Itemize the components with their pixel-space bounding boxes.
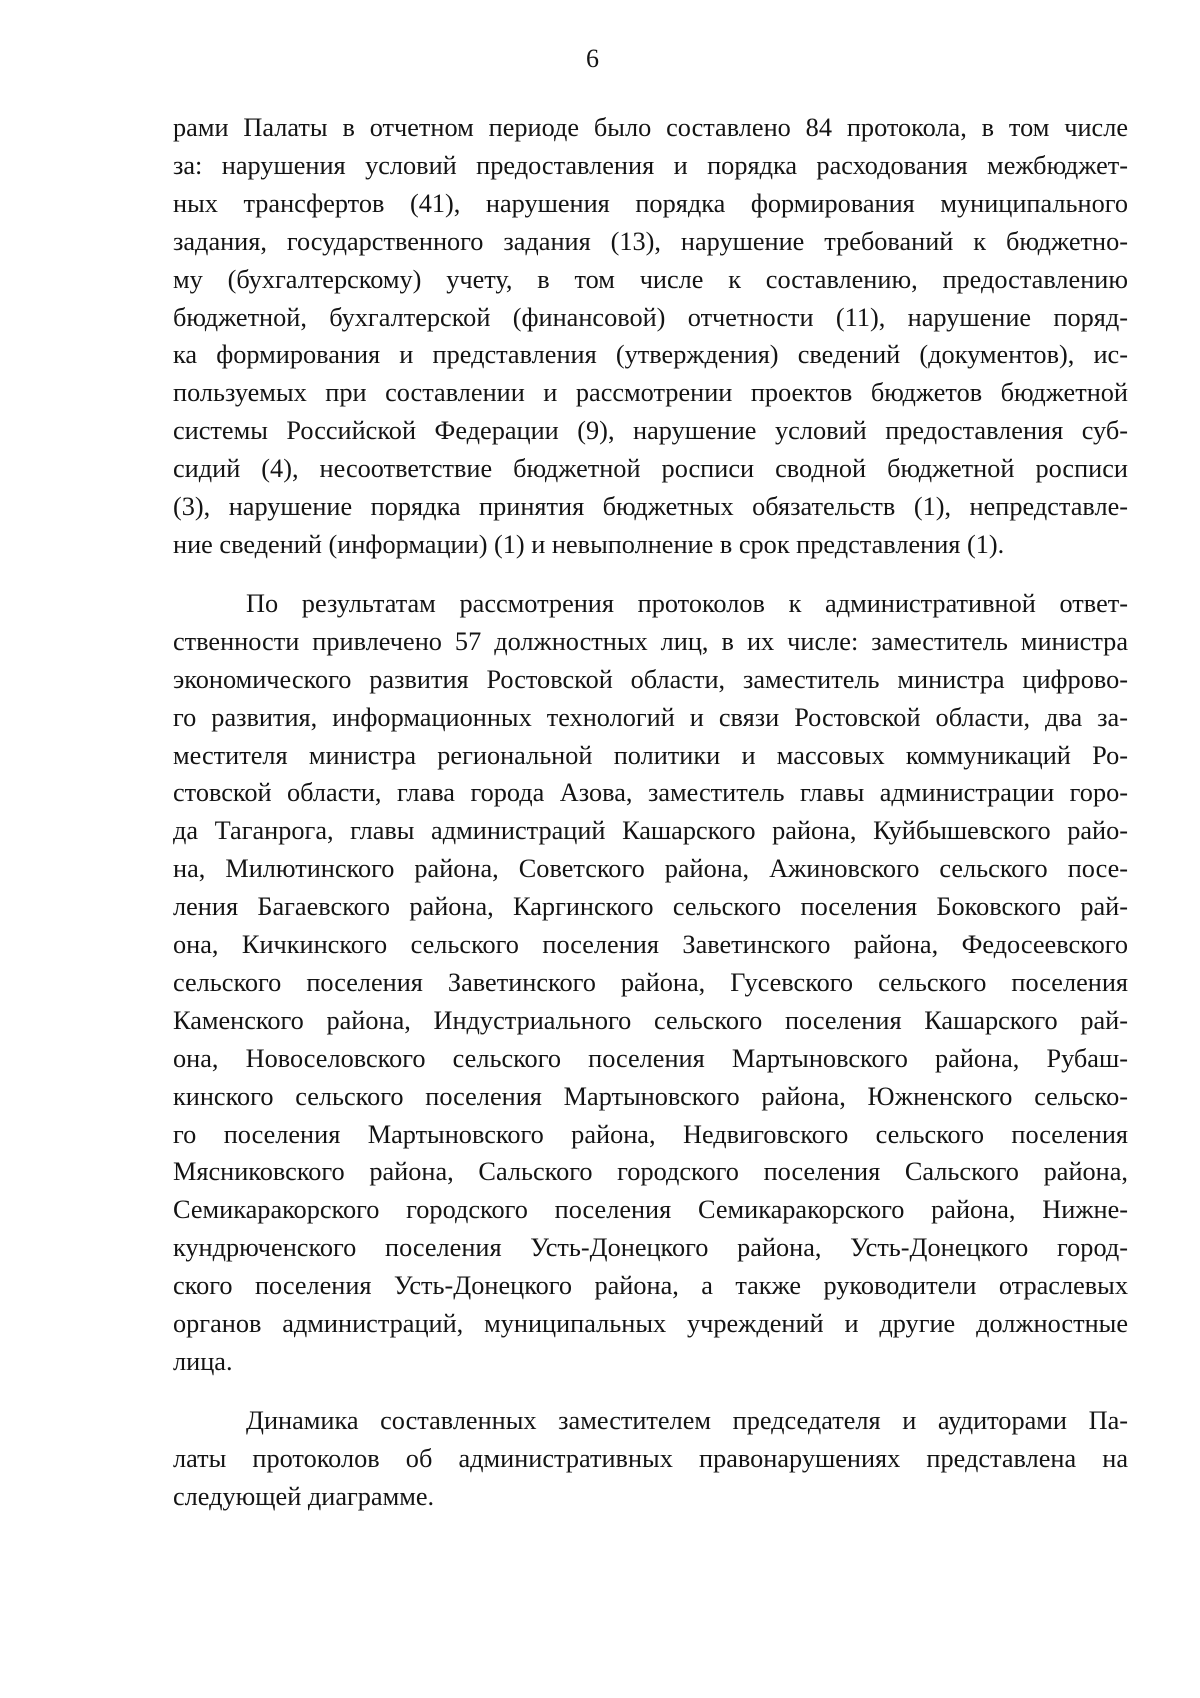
text-line: го поселения Мартыновского района, Недвиговского сельского поселения xyxy=(173,1119,1128,1149)
text-line: сидий (4), несоответствие бюджетной росписи сводной бюджетной росписи xyxy=(173,454,1128,484)
text-line: стовской области, глава города Азова, заместитель главы администрации горо- xyxy=(173,778,1128,808)
text-line: ка формирования и представления (утверждения) сведений (документов), ис- xyxy=(173,340,1128,370)
text-line: Динамика составленных заместителем председателя и аудиторами Па- xyxy=(246,1405,1128,1435)
text-line: она, Кичкинского сельского поселения Заветинского района, Федосеевского xyxy=(173,930,1128,960)
paragraph-officials-held-liable xyxy=(173,585,1128,1381)
page-number: 6 xyxy=(586,44,599,73)
text-line: кинского сельского поселения Мартыновского района, Южненского сельско- xyxy=(173,1081,1128,1111)
text-line: ние сведений (информации) (1) и невыполнение в срок представления (1). xyxy=(173,529,1005,559)
text-line: бюджетной, бухгалтерской (финансовой) отчетности (11), нарушение поряд- xyxy=(173,302,1128,332)
document-body xyxy=(173,109,1128,1516)
text-line: латы протоколов об административных правонарушениях представлена на xyxy=(173,1443,1128,1473)
paragraph-spacer xyxy=(173,1381,1128,1402)
text-line: она, Новоселовского сельского поселения Мартыновского района, Рубаш- xyxy=(173,1043,1128,1073)
text-line: экономического развития Ростовской области, заместитель министра цифрово- xyxy=(173,664,1128,694)
paragraph-protocol-breakdown xyxy=(173,109,1128,564)
text-line: органов администраций, муниципальных учреждений и другие должностные xyxy=(173,1309,1128,1339)
text-line: следующей диаграмме. xyxy=(173,1481,435,1511)
text-line: задания, государственного задания (13), нарушение требований к бюджетно- xyxy=(173,226,1128,256)
text-line: Каменского района, Индустриального сельского поселения Кашарского рай- xyxy=(173,1005,1128,1035)
text-line: да Таганрога, главы администраций Кашарского района, Куйбышевского райо- xyxy=(173,816,1128,846)
text-line: ных трансфертов (41), нарушения порядка формирования муниципального xyxy=(173,188,1128,218)
text-line: По результатам рассмотрения протоколов к административной ответ- xyxy=(246,588,1128,618)
text-line: лица. xyxy=(173,1347,233,1376)
paragraph-diagram-intro xyxy=(173,1402,1128,1516)
text-line: кундрюченского поселения Усть-Донецкого района, Усть-Донецкого город- xyxy=(173,1233,1128,1263)
text-line: Мясниковского района, Сальского городского поселения Сальского района, xyxy=(173,1157,1128,1187)
text-line: рами Палаты в отчетном периоде было составлено 84 протокола, в том числе xyxy=(173,113,1128,142)
text-line: ственности привлечено 57 должностных лиц, в их числе: заместитель министра xyxy=(173,626,1128,656)
text-line: пользуемых при составлении и рассмотрении проектов бюджетов бюджетной xyxy=(173,378,1128,408)
text-line: системы Российской Федерации (9), нарушение условий предоставления суб- xyxy=(173,416,1128,446)
text-line: го развития, информационных технологий и связи Ростовской области, два за- xyxy=(173,702,1128,732)
text-line: ского поселения Усть-Донецкого района, а также руководители отраслевых xyxy=(173,1271,1128,1301)
text-line: на, Милютинского района, Советского района, Ажиновского сельского посе- xyxy=(173,854,1128,884)
text-line: му (бухгалтерскому) учету, в том числе к составлению, предоставлению xyxy=(173,264,1128,294)
text-line: за: нарушения условий предоставления и порядка расходования межбюджет- xyxy=(173,150,1128,180)
text-line: ления Багаевского района, Каргинского сельского поселения Боковского рай- xyxy=(173,892,1128,922)
text-line: сельского поселения Заветинского района, Гусевского сельского поселения xyxy=(173,967,1128,997)
text-line: Семикаракорского городского поселения Семикаракорского района, Нижне- xyxy=(173,1195,1128,1225)
paragraph-spacer xyxy=(173,564,1128,585)
text-line: (3), нарушение порядка принятия бюджетных обязательств (1), непредставле- xyxy=(173,492,1128,522)
text-line: местителя министра региональной политики и массовых коммуникаций Ро- xyxy=(173,740,1128,770)
